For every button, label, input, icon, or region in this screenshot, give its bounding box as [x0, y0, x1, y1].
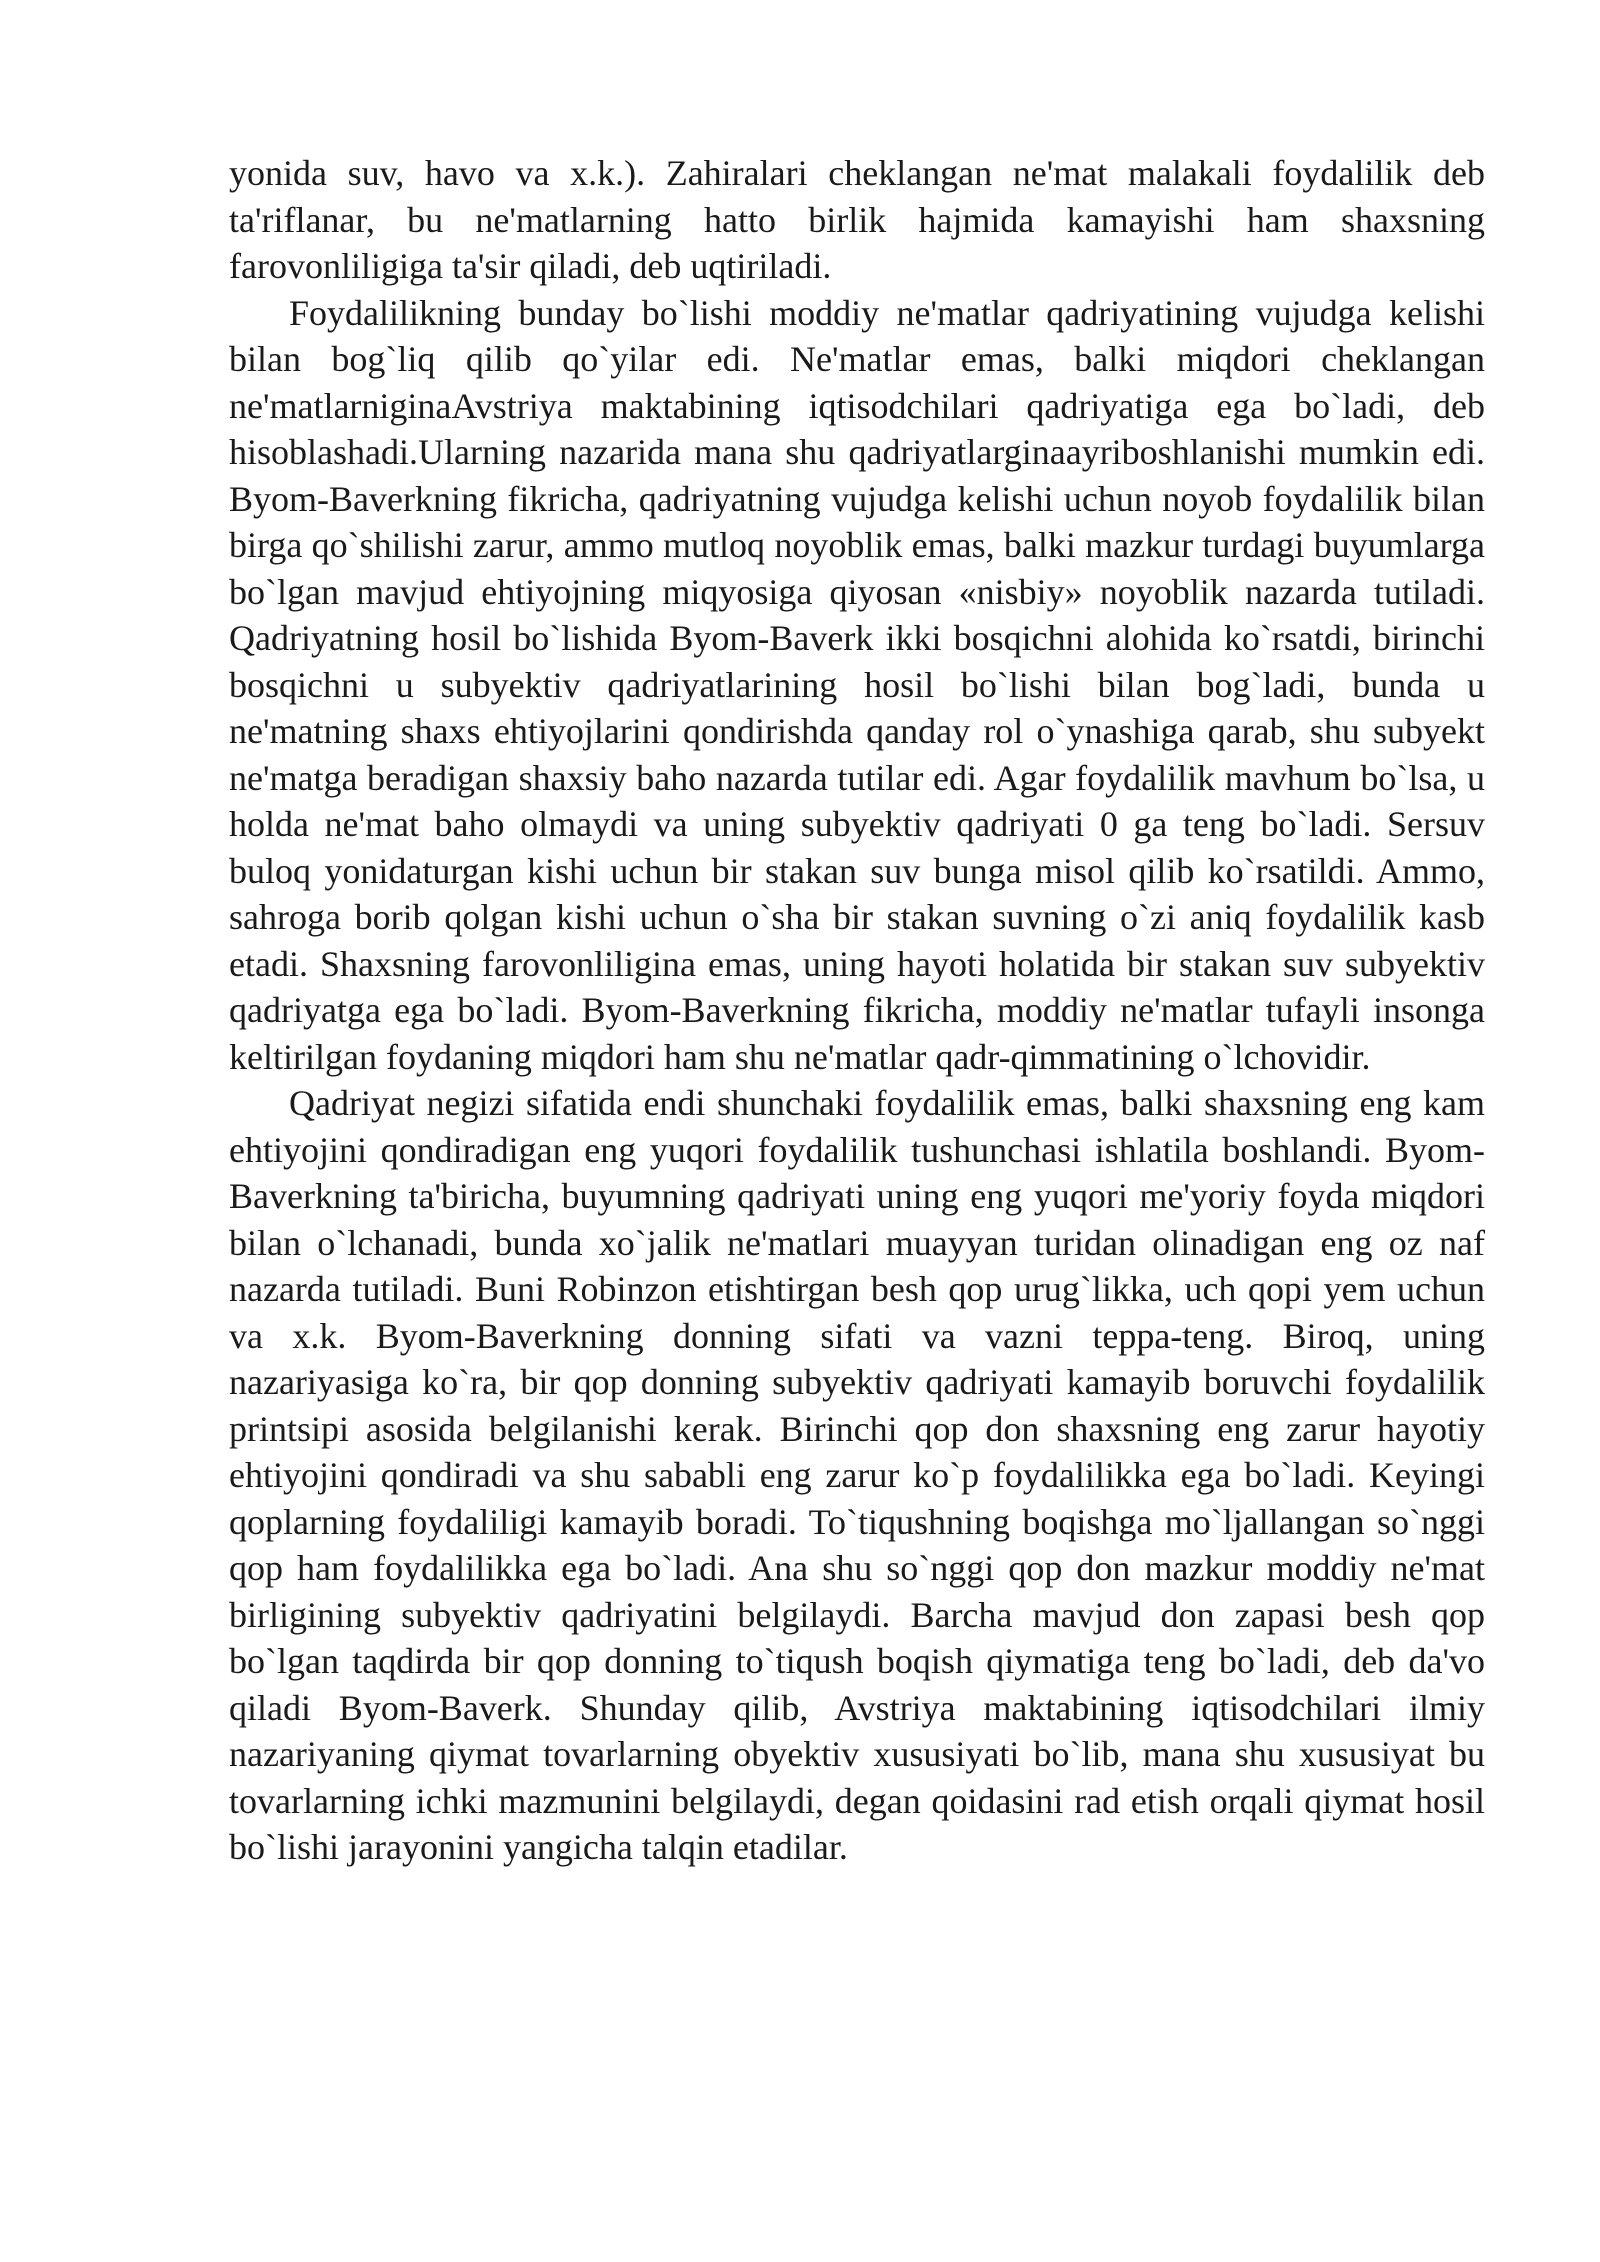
paragraph-continuation: yonida suv, havo va x.k.). Zahiralari cheklangan ne'mat malakali foydalilik deb ta'riflanar, bu ne'matlarning hatto birlik hajmida kamayishi ham shaxsning farovonliligiga ta'sir qiladi, deb uqtiriladi. [229, 153, 1485, 286]
paragraph-foydalilik: Foydalilikning bunday bo`lishi moddiy ne'matlar qadriyatining vujudga kelishi bilan bog`liq qilib qo`yilar edi. Ne'matlar emas, balki miqdori cheklangan ne'matlarniginaAvstriya maktabining iqtisodchilari qadriyatiga ega bo`ladi, deb hisoblashadi.Ularning nazarida mana shu qadriyatlarginaayriboshlanishi mumkin edi. Byom-Baverkning fikricha, qadriyatning vujudga kelishi uchun noyob foydalilik bilan birga qo`shilishi zarur, ammo mutloq noyoblik emas, balki mazkur turdagi buyumlarga bo`lgan mavjud ehtiyojning miqyosiga qiyosan «nisbiy» noyoblik nazarda tutiladi. Qadriyatning hosil bo`lishida Byom-Baverk ikki bosqichni alohida ko`rsatdi, birinchi bosqichni u subyektiv qadriyatlarining hosil bo`lishi bilan bog`ladi, bunda u ne'matning shaxs ehtiyojlarini qondirishda qanday rol o`ynashiga qarab, shu subyekt ne'matga beradigan shaxsiy baho nazarda tutilar edi. Agar foydalilik mavhum bo`lsa, u holda ne'mat baho olmaydi va uning subyektiv qadriyati 0 ga teng bo`ladi. Sersuv buloq yonidaturgan kishi uchun bir stakan suv bunga misol qilib ko`rsatildi. Ammo, sahroga borib qolgan kishi uchun o`sha bir stakan suvning o`zi aniq foydalilik kasb etadi. Shaxsning farovonliligina emas, uning hayoti holatida bir stakan suv subyektiv qadriyatga ega bo`ladi. Byom-Baverkning fikricha, moddiy ne'matlar tufayli insonga keltirilgan foydaning miqdori ham shu ne'matlar qadr-qimmatining o`lchovidir. [229, 292, 1485, 1077]
paragraph-qadriyat-negizi: Qadriyat negizi sifatida endi shunchaki foydalilik emas, balki shaxsning eng kam ehtiyojini qondiradigan eng yuqori foydalilik tushunchasi ishlatila boshlandi. Byom-Baverkning ta'biricha, buyumning qadriyati uning eng yuqori me'yoriy foyda miqdori bilan o`lchanadi, bunda xo`jalik ne'matlari muayyan turidan olinadigan eng oz naf nazarda tutiladi. Buni Robinzon etishtirgan besh qop urug`likka, uch qopi yem uchun va x.k. Byom-Baverkning donning sifati va vazni teppa-teng. Biroq, uning nazariyasiga ko`ra, bir qop donning subyektiv qadriyati kamayib boruvchi foydalilik printsipi asosida belgilanishi kerak. Birinchi qop don shaxsning eng zarur hayotiy ehtiyojini qondiradi va shu sababli eng zarur ko`p foydalilikka ega bo`ladi. Keyingi qoplarning foydaliligi kamayib boradi. To`tiqushning boqishga mo`ljallangan so`nggi qop ham foydalilikka ega bo`ladi. Ana shu so`nggi qop don mazkur moddiy ne'mat birligining subyektiv qadriyatini belgilaydi. Barcha mavjud don zapasi besh qop bo`lgan taqdirda bir qop donning to`tiqush boqish qiymatiga teng bo`ladi, deb da'vo qiladi Byom-Baverk. Shunday qilib, Avstriya maktabining iqtisodchilari ilmiy nazariyaning qiymat tovarlarning obyektiv xususiyati bo`lib, mana shu xususiyat bu tovarlarning ichki mazmunini belgilaydi, degan qoidasini rad etish orqali qiymat hosil bo`lishi jarayonini yangicha talqin etadilar. [229, 1083, 1485, 1867]
body-text [229, 150, 1485, 1871]
